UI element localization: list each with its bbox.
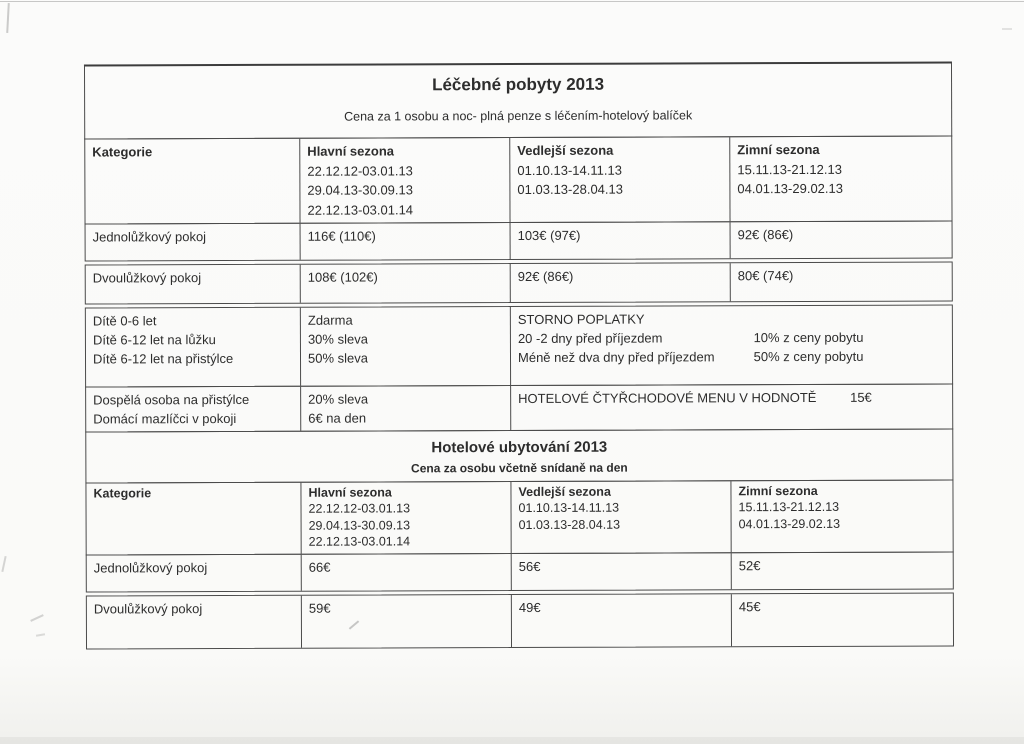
header-secondary-season-cell (511, 481, 731, 552)
hotel-menu-value: 15€ (850, 389, 872, 405)
child-discount: Zdarma (307, 312, 353, 328)
price-winter: 92€ (86€) (737, 227, 794, 243)
child-category: Dítě 6-12 let na přistýlce (92, 350, 234, 367)
header-winter-season-cell (730, 136, 951, 221)
header-winter-season-cell (731, 480, 952, 551)
price-secondary: 103€ (97€) (511, 222, 731, 259)
price-main: 108€ (102€) (301, 264, 511, 303)
date-range: 22.12.13-03.01.14 (308, 534, 411, 549)
storno-rule-label: Méně než dva dny před příjezdem (517, 349, 715, 366)
scan-artifact (1, 556, 6, 572)
hotel-title: Hotelové ubytování 2013 (431, 438, 608, 457)
child-discount: 50% sleva (307, 350, 369, 366)
header-category-cell (85, 139, 300, 224)
price-main: 66€ (302, 554, 512, 591)
price-winter: 45€ (738, 598, 761, 614)
date-range: 04.01.13-29.02.13 (738, 516, 841, 532)
child-discount: 30% sleva (307, 331, 368, 347)
scan-artifact (1002, 28, 1012, 30)
header-main-season-cell (301, 482, 511, 553)
storno-rule (518, 347, 945, 367)
hotel-header-row (85, 479, 953, 555)
season-label: Vedlejší sezona (518, 484, 611, 500)
hotel-subtitle: Cena za osobu včetně snídaně na den (410, 460, 628, 476)
hotel-single-room-row (86, 551, 954, 592)
date-range: 22.12.12-03.01.13 (308, 501, 411, 517)
scan-artifact (30, 614, 44, 622)
treatment-title-block (84, 61, 952, 139)
date-range: 29.04.13-30.09.13 (307, 182, 413, 198)
storno-fees-cell (511, 305, 952, 385)
storno-rule (518, 328, 945, 348)
hotel-menu-label: HOTELOVÉ ČTYŘCHODOVÉ MENU V HODNOTĚ (518, 389, 817, 407)
extra-discount: 6€ na den (308, 410, 367, 426)
storno-rule-label: 20 -2 dny před příjezdem (517, 330, 663, 347)
date-range: 01.03.13-28.04.13 (518, 517, 621, 532)
hotel-double-room-row (86, 592, 954, 649)
scan-artifact (36, 633, 45, 637)
storno-rule-value: 10% z ceny pobytu (753, 329, 864, 346)
scan-artifact (0, 1, 1024, 2)
season-label: Hlavní sezona (307, 143, 395, 159)
extra-category: Domácí mazlíčci v pokoji (93, 410, 237, 427)
date-range: 01.10.13-14.11.13 (518, 501, 620, 516)
storno-rule-value: 50% z ceny pobytu (753, 348, 864, 365)
hotel-title-cell (86, 429, 952, 482)
treatment-subtitle: Cena za 1 osobu a noc- plná penze s léčením-hotelový balíček (344, 108, 693, 124)
extra-bed-row (85, 383, 953, 432)
date-range: 22.12.12-03.01.13 (307, 162, 413, 179)
price-secondary: 56€ (512, 553, 732, 590)
children-discount-row (85, 304, 953, 387)
treatment-single-room-row (85, 220, 953, 261)
scan-artifact (0, 737, 1024, 744)
treatment-title: Léčebné pobyty 2013 (432, 74, 605, 95)
price-main: 59€ (302, 595, 512, 648)
treatment-double-room-row (85, 261, 953, 304)
storno-title: STORNO POPLATKY (517, 311, 645, 328)
header-category-cell (86, 483, 301, 554)
row-category: Dvoulůžkový pokoj (86, 265, 301, 304)
treatment-title-cell (85, 63, 951, 138)
price-document-table (84, 62, 954, 649)
season-label: Zimní sezona (738, 483, 818, 499)
row-category: Jednolůžkový pokoj (86, 224, 301, 261)
date-range: 15.11.13-21.12.13 (737, 161, 842, 177)
children-categories-cell (86, 308, 301, 387)
date-range: 15.11.13-21.12.13 (738, 500, 840, 515)
children-discounts-cell (301, 307, 511, 386)
extra-discounts-cell (301, 386, 511, 431)
price-secondary: 49€ (512, 594, 732, 647)
header-category-label: Kategorie (92, 144, 153, 160)
child-category: Dítě 0-6 let (92, 313, 157, 329)
child-category: Dítě 6-12 let na lůžku (92, 332, 216, 348)
hotel-menu-cell (511, 384, 952, 430)
date-range: 04.01.13-29.02.13 (737, 180, 843, 197)
date-range: 22.12.13-03.01.14 (307, 201, 414, 218)
row-category: Dvoulůžkový pokoj (87, 595, 302, 648)
header-secondary-season-cell (510, 137, 730, 222)
price-winter: 80€ (74€) (737, 268, 794, 284)
date-range: 01.03.13-28.04.13 (517, 181, 623, 198)
extra-category: Dospělá osoba na přistýlce (93, 391, 250, 408)
header-main-season-cell (300, 138, 510, 223)
price-main: 116€ (110€) (301, 223, 511, 260)
season-label: Vedlejší sezona (517, 142, 614, 159)
extra-discount: 20% sleva (308, 391, 369, 407)
scan-artifact (6, 3, 10, 33)
date-range: 01.10.13-14.11.13 (517, 162, 622, 178)
hotel-title-block (85, 428, 953, 483)
season-label: Hlavní sezona (308, 485, 392, 500)
row-category: Jednolůžkový pokoj (87, 554, 302, 591)
price-winter: 52€ (738, 557, 761, 573)
header-category-label: Kategorie (93, 486, 152, 501)
treatment-header-row (84, 135, 952, 224)
extra-categories-cell (86, 387, 301, 432)
season-label: Zimní sezona (737, 141, 820, 158)
price-secondary: 92€ (86€) (511, 263, 731, 302)
date-range: 29.04.13-30.09.13 (308, 518, 411, 533)
